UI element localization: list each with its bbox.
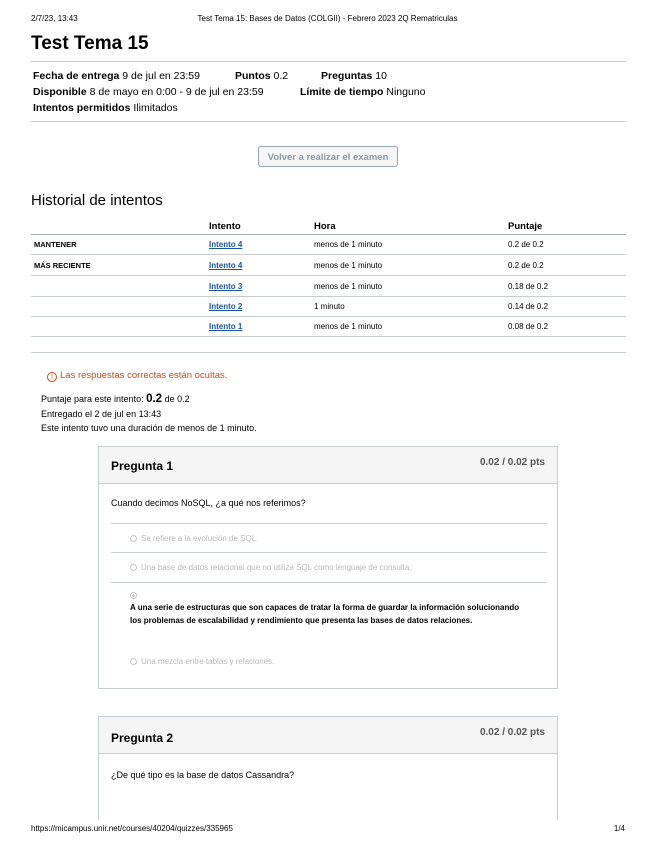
question-card <box>98 716 558 820</box>
attempt-link[interactable]: Intento 4 <box>209 261 243 270</box>
answer-option: Una base de datos relacional que no utiliza SQL como lenguaje de consulta. <box>130 563 412 572</box>
question-header <box>99 717 557 754</box>
time-limit-value: Ninguno <box>386 86 426 98</box>
due-value: 9 de jul en 23:59 <box>122 70 200 82</box>
attempt-score: 0.08 de 0.2 <box>508 322 549 331</box>
column-header-attempt: Intento <box>209 221 241 232</box>
points-label: Puntos <box>235 70 271 82</box>
attempts-value: Ilimitados <box>133 102 178 114</box>
divider <box>31 352 626 353</box>
question-title: Pregunta 1 <box>111 459 174 473</box>
column-header-time: Hora <box>314 221 336 232</box>
divider <box>31 121 626 122</box>
time-limit-label: Límite de tiempo <box>300 86 384 98</box>
selected-answer: A una serie de estructuras que son capaces de tratar la forma de guardar la información solucionando los problemas de escalabilidad y rendimiento que presenta las bases de datos relaciones. <box>130 603 520 625</box>
question-points: 0.02 / 0.02 pts <box>479 457 545 468</box>
attempt-score-value: 0.2 <box>146 393 163 405</box>
attempt-score: 0.14 de 0.2 <box>508 302 549 311</box>
attempt-link[interactable]: Intento 1 <box>209 322 243 331</box>
attempt-score: 0.2 de 0.2 <box>508 261 544 270</box>
radio-icon <box>130 535 137 542</box>
history-title: Historial de intentos <box>31 192 163 209</box>
divider <box>31 61 626 62</box>
attempt-time: menos de 1 minuto <box>314 261 383 270</box>
retake-quiz-button[interactable]: Volver a realizar el examen <box>258 146 398 167</box>
attempt-score: 0.18 de 0.2 <box>508 282 549 291</box>
available-value: 8 de mayo en 0:00 - 9 de jul en 23:59 <box>89 86 264 98</box>
print-url: https://micampus.unir.net/courses/40204/quizzes/335965 <box>31 824 233 833</box>
quiz-meta-row-1 <box>33 70 623 84</box>
row-divider <box>31 336 626 337</box>
attempt-score-line: Puntaje para este intento: 0.2 de 0.2 <box>41 393 190 405</box>
print-page-number: 1/4 <box>613 824 625 833</box>
attempt-time: menos de 1 minuto <box>314 322 383 331</box>
column-header-score: Puntaje <box>508 221 543 232</box>
attempt-link[interactable]: Intento 3 <box>209 282 243 291</box>
row-divider <box>31 316 626 317</box>
radio-icon <box>130 564 137 571</box>
row-divider <box>31 296 626 297</box>
divider <box>111 523 547 524</box>
attempt-time: menos de 1 minuto <box>314 240 383 249</box>
answer-option: Una mezcla entre tablas y relaciones. <box>130 657 274 666</box>
due-label: Fecha de entrega <box>33 70 120 82</box>
available-label: Disponible <box>33 86 87 98</box>
answer-option: Se refiere a la evolución de SQL. <box>130 534 258 543</box>
row-divider <box>31 254 626 255</box>
row-divider <box>31 275 626 276</box>
divider <box>111 552 547 553</box>
attempt-link[interactable]: Intento 2 <box>209 302 243 311</box>
submitted-text: Entregado el 2 de jul en 13:43 <box>41 409 162 419</box>
questions-label: Preguntas <box>321 70 373 82</box>
question-title: Pregunta 2 <box>111 731 174 745</box>
duration-text: Este intento tuvo una duración de menos de 1 minuto. <box>41 423 257 433</box>
attempt-link[interactable]: Intento 4 <box>209 240 243 249</box>
print-date: 2/7/23, 13:43 <box>31 14 78 23</box>
quiz-meta-row-2 <box>33 86 623 100</box>
answers-hidden-notice: ! Las respuestas correctas están ocultas. <box>47 370 227 382</box>
attempt-time: 1 minuto <box>314 302 345 311</box>
question-header <box>99 447 557 484</box>
quiz-title: Test Tema 15 <box>31 33 149 54</box>
question-text: Cuando decimos NoSQL, ¿a qué nos referimos? <box>111 498 306 508</box>
points-value: 0.2 <box>273 70 289 82</box>
info-icon: ! <box>47 372 57 382</box>
attempt-score: 0.2 de 0.2 <box>508 240 544 249</box>
question-card <box>98 446 558 689</box>
row-label-latest: MÁS RECIENTE <box>34 261 91 270</box>
radio-selected-icon <box>130 592 137 599</box>
radio-icon <box>130 658 137 665</box>
question-points: 0.02 / 0.02 pts <box>479 727 545 738</box>
question-text: ¿De qué tipo es la base de datos Cassandra? <box>111 770 295 780</box>
print-page-title: Test Tema 15: Bases de Datos (COLGII) - Febrero 2023 2Q Rematriculas <box>197 14 458 23</box>
questions-value: 10 <box>375 70 387 82</box>
quiz-meta-row-3 <box>33 102 178 114</box>
divider <box>111 582 547 583</box>
attempt-time: menos de 1 minuto <box>314 282 383 291</box>
attempts-label: Intentos permitidos <box>33 102 131 114</box>
row-label-keep: MANTENER <box>34 240 77 249</box>
selected-radio <box>130 591 141 600</box>
table-header-divider <box>31 234 626 235</box>
